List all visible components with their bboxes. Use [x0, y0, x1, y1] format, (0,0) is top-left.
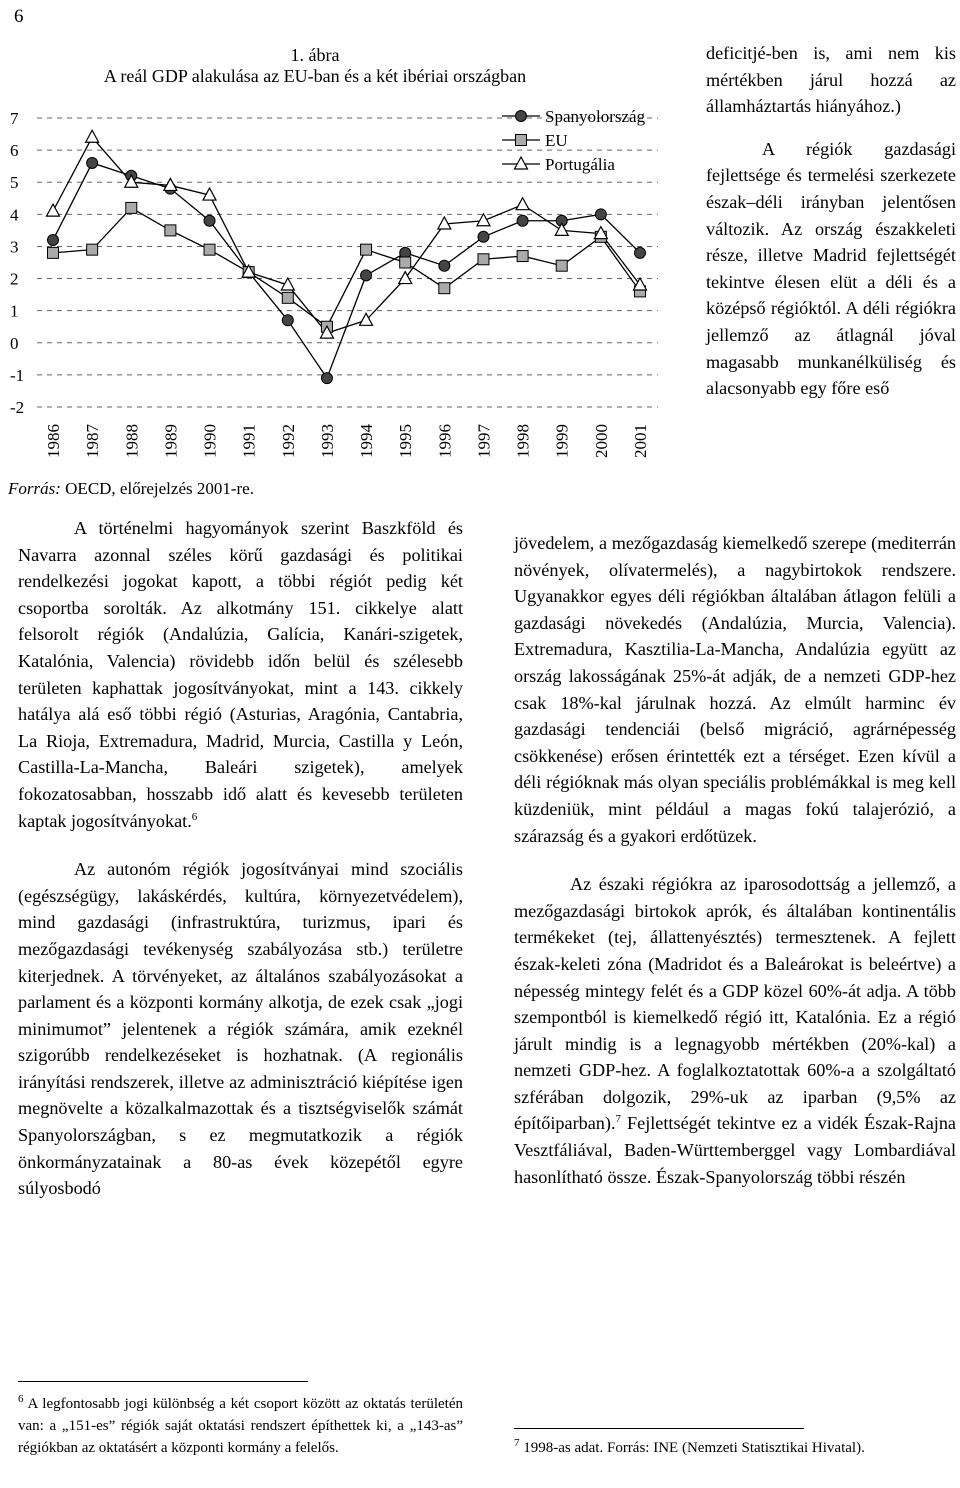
legend-marker: [516, 135, 527, 146]
footnote-rule-right: [514, 1428, 804, 1429]
figure-number: 1. ábra: [290, 45, 340, 65]
right-paragraph-2-text: Az északi régiókra az iparosodottság a jellemző, a mezőgazdasági birtokok aprók, és általában kontinentális termékeket (tej, állattenyésztés) termesztenek. A fejlett észak-keleti zóna (Madridot és a Baleárokat is beleértve) a népesség mintegy felét és a GDP közel 60%-át adja. A több szempontból is kiemelkedő régió itt, Katalónia. Ez a régió járult mindig is a legnagyobb mértékben (20%-kal) a nemzeti GDP-hez. A foglalkoztatottak 60%-a a szolgáltató szférában dolgozik, 29%-uk az iparban (9,5% az építőiparban).: [514, 874, 956, 1134]
data-point: [126, 202, 137, 213]
legend-label: Portugália: [545, 155, 615, 174]
data-point: [635, 247, 646, 258]
left-paragraph-1: [18, 515, 463, 834]
y-tick-label: 5: [10, 173, 19, 193]
data-point: [439, 260, 450, 271]
data-point: [204, 215, 215, 226]
left-paragraph-1-text: A történelmi hagyományok szerint Baszkföld és Navarra azonnal széles körű gazdasági és politikai rendelkezési jogokat kapott, a többi régiót pedig két csoportba sorolták. Az alkotmány 151. cikkelye alatt felsorolt régiók (Andalúzia, Galícia, Kanári-szigetek, Katalónia, Valencia) rövidebb időn belül és szélesebb területen kaphattak jogosítványokat, mint a 143. cikkely hatálya alá eső többi régió (Asturias, Aragónia, Cantabria, La Rioja, Extremadura, Madrid, Murcia, Castilla y León, Castilla-La-Mancha, Baleári szigetek), amelyek fokozatosabban, hosszabb idő alatt és kevesebb területen kaptak jogosítványokat.: [18, 518, 463, 831]
right-paragraph-2-end: Fejlettségét tekintve ez a vidék Észak-Rajna Vesztfáliával, Baden-Württemberggel vagy Lombardiával hasonlítható össze. Észak-Spanyolország többi részén: [514, 1113, 956, 1187]
data-point: [204, 244, 215, 255]
y-tick-label: -2: [10, 398, 25, 417]
x-tick-label: 1989: [161, 424, 181, 458]
y-tick-label: -1: [10, 365, 25, 385]
y-axis-ticks: [10, 109, 24, 417]
gdp-line-chart: [0, 96, 680, 476]
x-tick-label: 1986: [44, 424, 63, 458]
right-top-paragraph: deficitjé-ben is, ami nem kis mértékben járul hozzá az államháztartás hiányához.): [706, 43, 956, 117]
source-label: Forrás:: [8, 479, 61, 498]
data-point: [165, 225, 176, 236]
right-top-column: [706, 40, 956, 402]
y-tick-label: 7: [10, 109, 19, 128]
left-paragraph-2: Az autonóm régiók jogosítványai mind szociális (egészségügy, lakáskérdés, kultúra, környezetvédelem), mind gazdasági (infrastruktúra, turizmus, ipari és mezőgazdasági tevékenység szabályozása stb.) területre kiterjednek. A törvényeket, az általános szabályozásokat a parlament és a központi kormány alkotja, de ezek csak „jogi minimumot” jelentenek a régiók számára, amik ezeknél szigorúbb rendelkezéseket is hozhatnak. (A regionális irányítási rendszerek, illetve az adminisztráció kiépítése igen megnövelte a közalkalmazottak és a tisztségviselők számát Spanyolországban, s ez megmutatkozik a régiók önkormányzatainak a 80-as évek közepétől egyre súlyosbodó: [18, 859, 463, 1199]
data-point: [555, 223, 568, 235]
y-tick-label: 2: [10, 269, 19, 289]
figure-source: [8, 479, 254, 499]
footnote-6-mark: 6: [18, 1393, 24, 1405]
x-tick-label: 1993: [317, 424, 337, 458]
right-paragraph-1: A régiók gazdasági fejlettsége és termelési szerkezete észak–déli irányban jelentősen változik. Az ország északkeleti része, illetve Madrid fejlettségét tekintve élesen elüt a déli és a középső régióktól. A déli régiókra jellemző az átlagnál jóval magasabb munkanélküliség és alacsonyabb egy főre eső: [706, 138, 956, 399]
series-line-1: [53, 208, 640, 327]
source-text: OECD, előrejelzés 2001-re.: [60, 479, 254, 498]
footnote-ref-6: 6: [191, 810, 198, 823]
data-point: [556, 260, 567, 271]
legend-label: EU: [545, 131, 568, 150]
footnote-7: [514, 1437, 956, 1459]
footnote-7-mark: 7: [514, 1437, 520, 1449]
footnote-6: [18, 1393, 463, 1459]
x-tick-label: 1991: [239, 424, 259, 458]
data-point: [361, 244, 372, 255]
data-point: [48, 235, 59, 246]
legend-label: Spanyolország: [545, 107, 646, 126]
x-tick-label: 1997: [474, 424, 494, 458]
legend-marker: [515, 157, 528, 169]
data-point: [321, 373, 332, 384]
footnote-7-text: 1998-as adat. Forrás: INE (Nemzeti Statisztikai Hivatal).: [519, 1440, 865, 1456]
legend-marker: [516, 111, 527, 122]
x-tick-label: 1994: [357, 424, 377, 458]
x-tick-label: 1987: [83, 424, 103, 458]
left-column: [18, 515, 463, 1202]
figure-title: A reál GDP alakulása az EU-ban és a két ibériai országban: [103, 66, 527, 86]
y-tick-label: 6: [10, 141, 19, 161]
data-point: [47, 204, 60, 216]
data-point: [517, 215, 528, 226]
footnote-6-text: A legfontosabb jogi különbség a két csoport között az oktatás területén van: a „151-es” régiók saját oktatási rendszert építhettek ki, a „143-as” régiókban az oktatásért a központi kormány a felelős.: [18, 1396, 463, 1456]
data-point: [399, 272, 412, 284]
data-point: [87, 244, 98, 255]
y-tick-label: 1: [10, 301, 19, 321]
footnote-rule-left: [18, 1381, 308, 1382]
y-tick-label: 3: [10, 237, 19, 257]
x-tick-label: 1995: [396, 424, 416, 458]
x-tick-label: 1988: [122, 424, 142, 458]
y-tick-label: 0: [10, 333, 19, 353]
data-point: [517, 251, 528, 262]
data-point: [361, 270, 372, 281]
data-point: [282, 292, 293, 303]
page-number: 6: [14, 6, 24, 27]
x-axis-ticks: [44, 424, 650, 459]
right-column: [514, 530, 956, 1190]
x-tick-label: 1998: [513, 424, 533, 458]
data-point: [48, 247, 59, 258]
data-point: [439, 283, 450, 294]
x-tick-label: 1999: [552, 424, 572, 458]
data-point: [400, 257, 411, 268]
data-point: [478, 254, 489, 265]
data-point: [478, 231, 489, 242]
data-point: [516, 198, 529, 210]
chart-legend: [502, 107, 646, 174]
right-paragraph-1-continued: jövedelem, a mezőgazdaság kiemelkedő szerepe (mediterrán növények, olívatermelés), a nagybirtokok rendszere. Ugyanakkor egyes déli régiókban általában átlagon felüli a gazdasági növekedés (Andalúzia, Murcia, Valencia). Extremadura, Kasztilia-La-Mancha, Andalúzia együtt az ország lakosságának 25%-át adják, de a nemzeti GDP-hez csak 18%-kal járulnak hozzá. Az elmúlt harminc év gazdasági tendenciái (belső migráció, agrárnépesség csökkenése) erősen érintették ezt a térséget. Ezen kívül a déli régióknak más olyan speciális problémákkal is meg kell küzdeniük, mint például a magas fokú talajerózió, a szárazság és a gyakori erdőtüzek.: [514, 533, 956, 846]
data-point: [87, 157, 98, 168]
x-tick-label: 1996: [435, 424, 455, 458]
series-line-0: [53, 163, 640, 378]
x-tick-label: 1992: [278, 424, 298, 458]
data-point: [282, 315, 293, 326]
right-paragraph-2: [514, 871, 956, 1190]
data-point: [86, 130, 99, 142]
x-tick-label: 2001: [631, 424, 650, 458]
x-tick-label: 1990: [200, 424, 220, 458]
y-tick-label: 4: [10, 205, 19, 225]
data-point: [477, 214, 490, 226]
data-point: [595, 209, 606, 220]
x-tick-label: 2000: [591, 424, 611, 458]
footnote-ref-7: 7: [615, 1113, 622, 1126]
